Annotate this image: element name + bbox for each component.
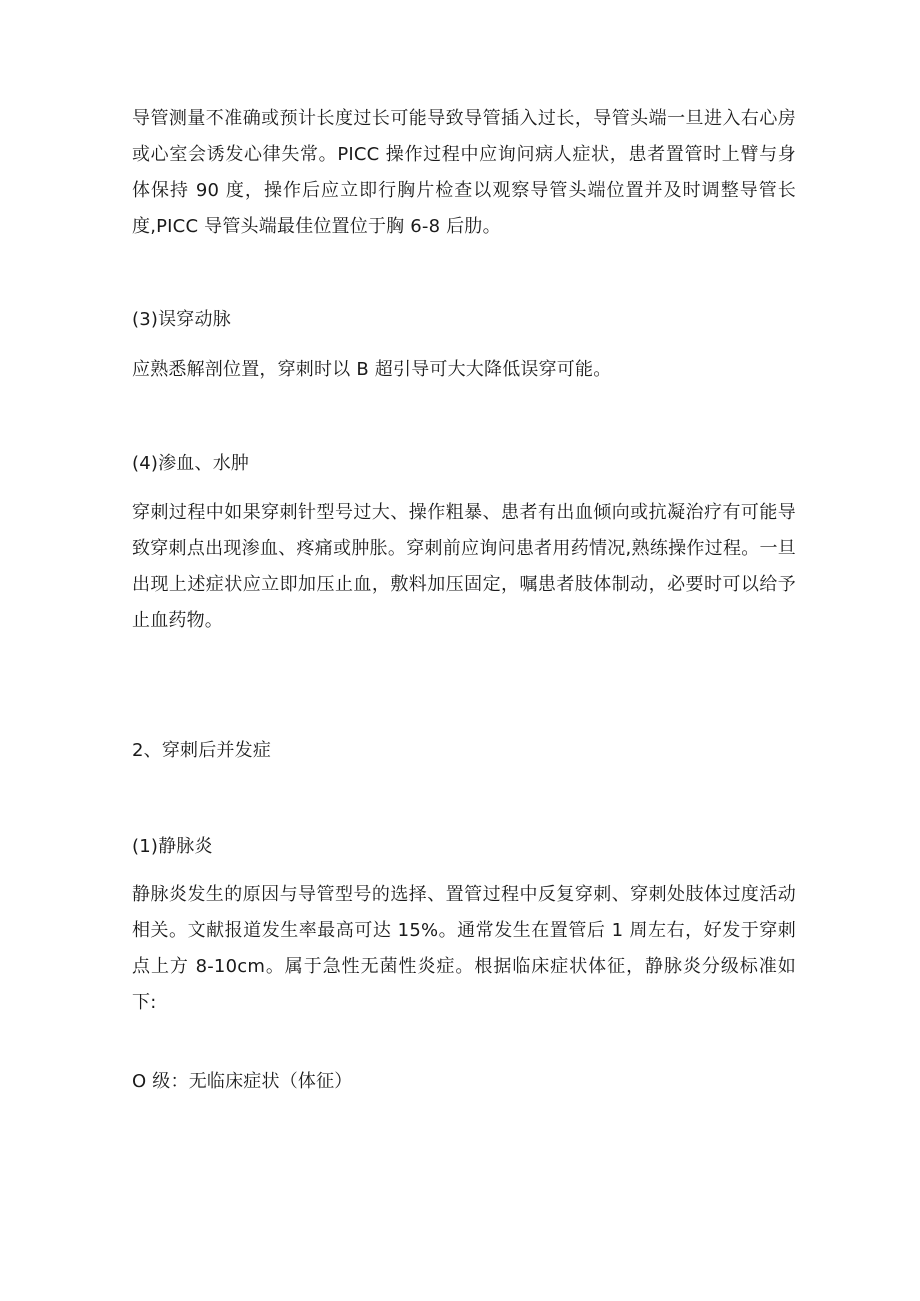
heading-post-puncture-complications: 2、穿刺后并发症: [132, 740, 272, 761]
heading-bleeding-edema: (4)渗血、水肿: [132, 453, 250, 474]
heading-phlebitis: (1)静脉炎: [132, 836, 213, 857]
paragraph-bleeding-edema: 穿刺过程中如果穿刺针型号过大、操作粗暴、患者有出血倾向或抗凝治疗有可能导致穿刺点出现渗血、疼痛或肿胀。穿刺前应询问患者用药情况,熟练操作过程。一旦出现上述症状应立即加压止血，敷料加压固定，嘱患者肢体制动，必要时可以给予止血药物。: [132, 502, 796, 631]
paragraph-phlebitis: 静脉炎发生的原因与导管型号的选择、置管过程中反复穿刺、穿刺处肢体过度活动相关。文献报道发生率最高可达 15%。通常发生在置管后 1 周左右，好发于穿刺点上方 8-10cm。属于急性无菌性炎症。根据临床症状体征，静脉炎分级标准如下:: [132, 884, 796, 1013]
paragraph-artery-puncture: 应熟悉解剖位置，穿刺时以 B 超引导可大大降低误穿可能。: [132, 359, 612, 380]
paragraph-catheter-length: 导管测量不准确或预计长度过长可能导致导管插入过长，导管头端一旦进入右心房或心室会诱发心律失常。PICC 操作过程中应询问病人症状，患者置管时上臂与身体保持 90 度，操作后应立即行胸片检查以观察导管头端位置并及时调整导管长度,PICC 导管头端最佳位置位于胸 6-8 后肋。: [132, 108, 796, 237]
phlebitis-grade-0: O 级：无临床症状（体征）: [132, 1071, 353, 1092]
heading-artery-puncture: (3)误穿动脉: [132, 309, 231, 330]
